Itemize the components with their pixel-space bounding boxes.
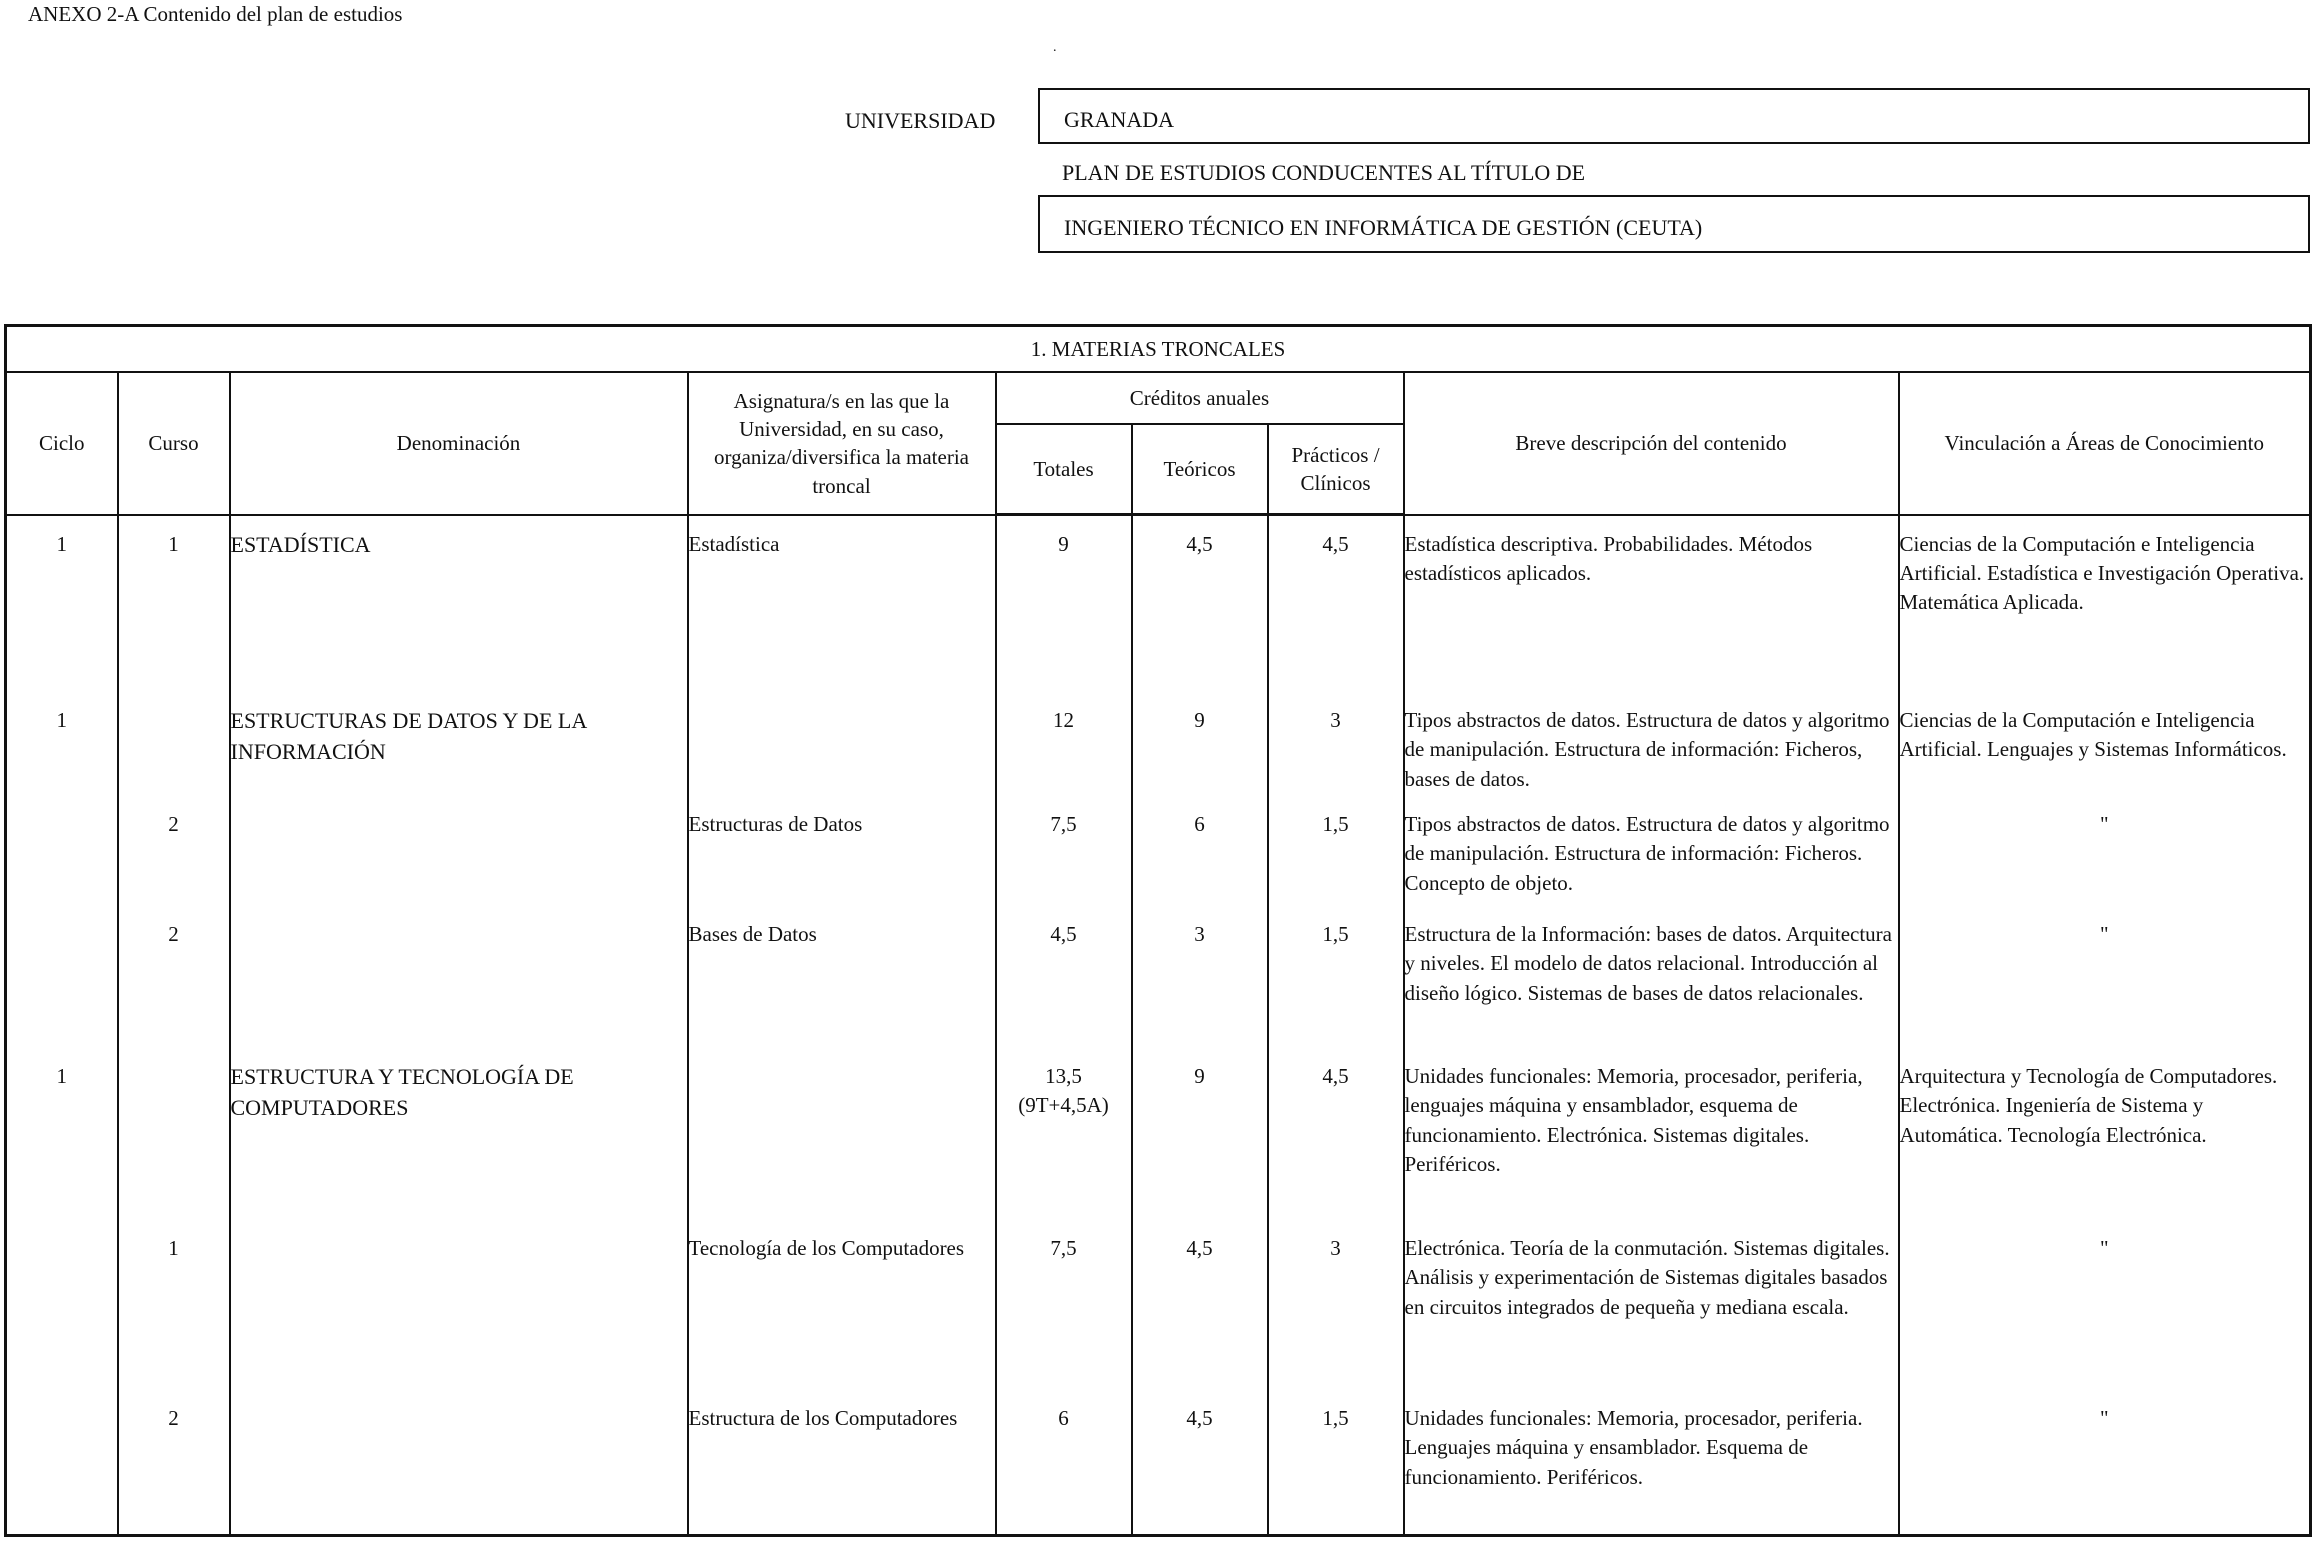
ditto-mark: " (2100, 1236, 2109, 1260)
col-denominacion: Denominación (230, 372, 688, 515)
table-row (6, 908, 2311, 1046)
cell-teoricos: 4,5 (1132, 1392, 1268, 1536)
col-ciclo: Ciclo (6, 372, 118, 515)
col-vinculacion: Vinculación a Áreas de Conocimiento (1899, 372, 2311, 515)
col-descripcion: Breve descripción del contenido (1404, 372, 1899, 515)
col-creditos: Créditos anuales (996, 372, 1404, 424)
col-asignatura: Asignatura/s en las que la Universidad, en su caso, organiza/diversifica la materia troncal (688, 372, 996, 515)
ditto-mark: " (2100, 922, 2109, 946)
col-practicos: Prácticos / Clínicos (1268, 424, 1404, 515)
cell-curso: 2 (118, 908, 230, 1046)
table-row (6, 1222, 2311, 1392)
materias-troncales-table (4, 324, 2312, 1537)
cell-ciclo (6, 908, 118, 1046)
cell-denominacion (230, 908, 688, 1046)
cell-curso: 2 (118, 798, 230, 908)
cell-asignatura: Estructuras de Datos (688, 798, 996, 908)
cell-practicos: 1,5 (1268, 1392, 1404, 1536)
cell-ciclo: 1 (6, 1046, 118, 1222)
cell-teoricos: 9 (1132, 686, 1268, 798)
cell-practicos: 3 (1268, 1222, 1404, 1392)
cell-asignatura: Estadística (688, 515, 996, 687)
cell-practicos: 4,5 (1268, 515, 1404, 687)
cell-descripcion: Estadística descriptiva. Probabilidades. Métodos estadísticos aplicados. (1404, 515, 1899, 687)
cell-totales: 6 (996, 1392, 1132, 1536)
cell-ciclo: 1 (6, 515, 118, 687)
cell-denominacion: ESTRUCTURAS DE DATOS Y DE LA INFORMACIÓN (230, 686, 688, 798)
ditto-mark: " (2100, 812, 2109, 836)
cell-asignatura: Bases de Datos (688, 908, 996, 1046)
cell-vinculacion (1899, 1392, 2311, 1536)
cell-vinculacion (1899, 908, 2311, 1046)
cell-descripcion: Unidades funcionales: Memoria, procesador, periferia. Lenguajes máquina y ensamblador. Esquema de funcionamiento. Periféricos. (1404, 1392, 1899, 1536)
cell-vinculacion: Ciencias de la Computación e Inteligencia Artificial. Lenguajes y Sistemas Informáticos. (1899, 686, 2311, 798)
table-row (6, 686, 2311, 798)
cell-curso: 1 (118, 515, 230, 687)
cell-descripcion: Tipos abstractos de datos. Estructura de datos y algoritmo de manipulación. Estructura de información: Ficheros. Concepto de objeto. (1404, 798, 1899, 908)
cell-curso: 1 (118, 1222, 230, 1392)
col-totales: Totales (996, 424, 1132, 515)
cell-vinculacion: Arquitectura y Tecnología de Computadores. Electrónica. Ingeniería de Sistema y Automática. Tecnología Electrónica. (1899, 1046, 2311, 1222)
cell-curso (118, 686, 230, 798)
cell-asignatura: Estructura de los Computadores (688, 1392, 996, 1536)
ditto-mark: " (2100, 1406, 2109, 1430)
table-row (6, 798, 2311, 908)
annex-title: ANEXO 2-A Contenido del plan de estudios (28, 2, 403, 26)
cell-descripcion: Tipos abstractos de datos. Estructura de datos y algoritmo de manipulación. Estructura de información: Ficheros, bases de datos. (1404, 686, 1899, 798)
table-row (6, 515, 2311, 687)
cell-vinculacion (1899, 798, 2311, 908)
cell-practicos: 3 (1268, 686, 1404, 798)
totales-breakdown: (9T+4,5A) (1018, 1093, 1109, 1118)
cell-denominacion (230, 1222, 688, 1392)
university-value: GRANADA (1064, 107, 1174, 132)
cell-ciclo: 1 (6, 686, 118, 798)
cell-teoricos: 9 (1132, 1046, 1268, 1222)
cell-totales: 7,5 (996, 798, 1132, 908)
cell-denominacion (230, 1392, 688, 1536)
cell-teoricos: 4,5 (1132, 1222, 1268, 1392)
university-label: UNIVERSIDAD (845, 108, 996, 133)
cell-asignatura: Tecnología de los Computadores (688, 1222, 996, 1392)
cell-asignatura (688, 1046, 996, 1222)
cell-totales: 4,5 (996, 908, 1132, 1046)
cell-denominacion: ESTRUCTURA Y TECNOLOGÍA DE COMPUTADORES (230, 1046, 688, 1222)
cell-teoricos: 4,5 (1132, 515, 1268, 687)
cell-totales: 9 (996, 515, 1132, 687)
cell-vinculacion: Ciencias de la Computación e Inteligencia Artificial. Estadística e Investigación Operativa. Matemática Aplicada. (1899, 515, 2311, 687)
cell-vinculacion (1899, 1222, 2311, 1392)
cell-asignatura (688, 686, 996, 798)
degree-value: INGENIERO TÉCNICO EN INFORMÁTICA DE GESTIÓN (CEUTA) (1064, 215, 1703, 240)
cell-ciclo (6, 1392, 118, 1536)
cell-teoricos: 3 (1132, 908, 1268, 1046)
table-row (6, 1392, 2311, 1536)
table-title: 1. MATERIAS TRONCALES (6, 326, 2311, 373)
cell-practicos: 1,5 (1268, 908, 1404, 1046)
cell-descripcion: Estructura de la Información: bases de datos. Arquitectura y niveles. El modelo de datos relacional. Introducción al diseño lógico. Sistemas de bases de datos relacionales. (1404, 908, 1899, 1046)
cell-ciclo (6, 798, 118, 908)
cell-curso: 2 (118, 1392, 230, 1536)
cell-totales: 12 (996, 686, 1132, 798)
cell-totales: 7,5 (996, 1222, 1132, 1392)
degree-box (1038, 195, 2310, 253)
cell-denominacion: ESTADÍSTICA (230, 515, 688, 687)
cell-practicos: 1,5 (1268, 798, 1404, 908)
cell-teoricos: 6 (1132, 798, 1268, 908)
cell-descripcion: Electrónica. Teoría de la conmutación. Sistemas digitales. Análisis y experimentación de Sistemas digitales basados en circuitos integrados de pequeña y mediana escala. (1404, 1222, 1899, 1392)
table-row (6, 1046, 2311, 1222)
cell-denominacion (230, 798, 688, 908)
university-box (1038, 88, 2310, 144)
cell-curso (118, 1046, 230, 1222)
plan-line: PLAN DE ESTUDIOS CONDUCENTES AL TÍTULO DE (1062, 160, 1586, 185)
cell-descripcion: Unidades funcionales: Memoria, procesador, periferia, lenguajes máquina y ensamblador, esquema de funcionamiento. Electrónica. Sistemas digitales. Periféricos. (1404, 1046, 1899, 1222)
cell-practicos: 4,5 (1268, 1046, 1404, 1222)
col-teoricos: Teóricos (1132, 424, 1268, 515)
stray-dot: . (1053, 40, 1057, 55)
cell-ciclo (6, 1222, 118, 1392)
cell-totales (996, 1046, 1132, 1222)
col-curso: Curso (118, 372, 230, 515)
totales-value: 13,5 (1045, 1064, 1082, 1088)
